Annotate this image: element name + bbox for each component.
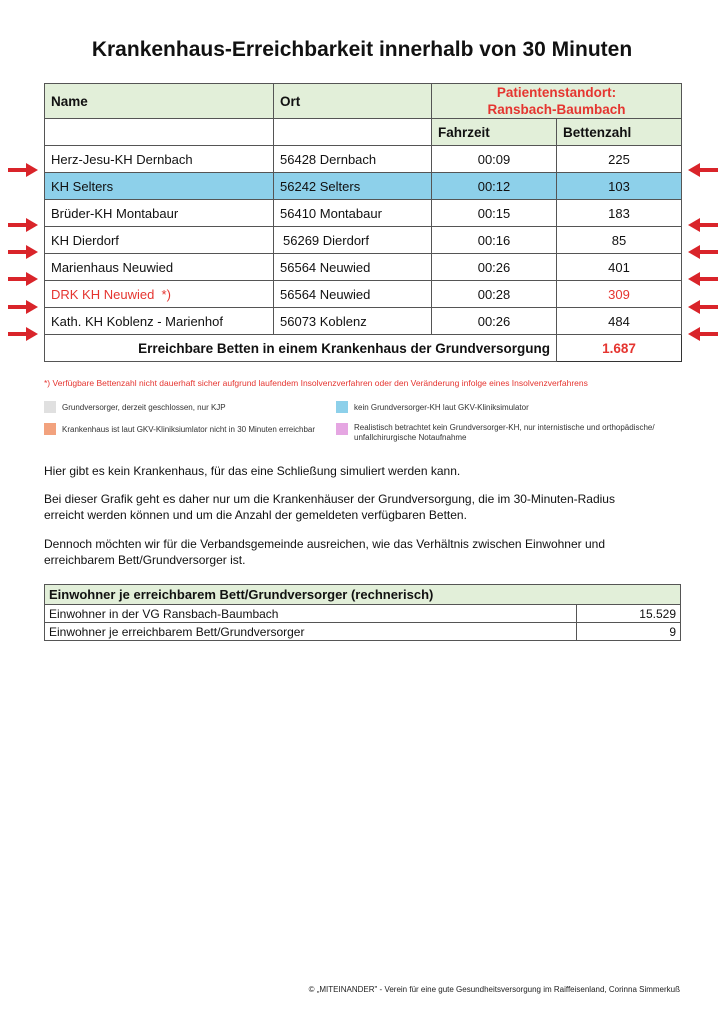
hospital-fahrzeit: 00:15 xyxy=(432,200,557,227)
hospital-name: Herz-Jesu-KH Dernbach xyxy=(45,146,274,173)
legend-swatch-orange xyxy=(44,423,56,435)
hospital-betten: 103 xyxy=(557,173,682,200)
hospital-betten: 183 xyxy=(557,200,682,227)
hospital-ort: 56269 Dierdorf xyxy=(274,227,432,254)
arrow-left-icon xyxy=(688,218,718,232)
hospital-ort: 56564 Neuwied xyxy=(274,254,432,281)
hospital-fahrzeit: 00:16 xyxy=(432,227,557,254)
legend-orange-label: Krankenhaus ist laut GKV-Kliniksiumlator nicht in 30 Minuten erreichbar xyxy=(62,425,316,434)
hospital-betten: 225 xyxy=(557,146,682,173)
hospital-betten: 309 xyxy=(557,281,682,308)
page-title: Krankenhaus-Erreichbarkeit innerhalb von 30 Minuten xyxy=(91,38,633,61)
table-row xyxy=(45,254,682,281)
arrow-right-icon xyxy=(8,327,38,341)
table-row xyxy=(45,623,681,641)
einwohner-header: Einwohner je erreichbarem Bett/Grundversorger (rechnerisch) xyxy=(45,585,681,605)
table-row xyxy=(45,200,682,227)
subheader-empty xyxy=(45,119,274,146)
hospital-table xyxy=(44,83,682,362)
patient-location: Ransbach-Baumbach xyxy=(487,102,626,117)
paragraph-2-line2: erreicht werden können und um die Anzahl der gemeldeten verfügbaren Betten. xyxy=(44,508,467,522)
hospital-name: Brüder-KH Montabaur xyxy=(45,200,274,227)
hospital-ort: 56242 Selters xyxy=(274,173,432,200)
arrow-left-icon xyxy=(688,300,718,314)
header-fahrzeit: Fahrzeit xyxy=(432,119,557,146)
arrow-left-icon xyxy=(688,245,718,259)
hospital-name: KH Selters xyxy=(45,173,274,200)
subheader-empty-2 xyxy=(274,119,432,146)
paragraph-3-line1: Dennoch möchten wir für die Verbandsgemeinde ausreichen, wie das Verhältnis zwischen Einwohner und xyxy=(44,537,605,551)
footer-copyright: © „MITEINANDER" - Verein für eine gute Gesundheitsversorgung im Raiffeisenland, Corinna Simmerkuß xyxy=(308,985,680,994)
hospital-name: Marienhaus Neuwied xyxy=(45,254,274,281)
einwohner-row1-value: 15.529 xyxy=(577,605,681,623)
arrow-left-icon xyxy=(688,327,718,341)
paragraph-1: Hier gibt es kein Krankenhaus, für das eine Schließung simuliert werden kann. xyxy=(44,464,461,478)
table-row xyxy=(45,173,682,200)
footnote: *) Verfügbare Bettenzahl nicht dauerhaft sicher aufgrund laufendem Insolvenzverfahren oder den Veränderung infolge eines Insolvenzverfahrens xyxy=(44,378,588,388)
hospital-fahrzeit: 00:26 xyxy=(432,308,557,335)
hospital-fahrzeit: 00:26 xyxy=(432,254,557,281)
legend-swatch-blue xyxy=(336,401,348,413)
hospital-betten: 401 xyxy=(557,254,682,281)
legend-grey-label: Grundversorger, derzeit geschlossen, nur KJP xyxy=(62,403,226,412)
arrow-right-icon xyxy=(8,272,38,286)
paragraph-3 xyxy=(44,536,684,568)
legend-pink-line2: unfallchirurgische Notaufnahme xyxy=(354,433,467,442)
hospital-betten: 85 xyxy=(557,227,682,254)
table-row xyxy=(45,308,682,335)
header-patient-location xyxy=(432,84,682,119)
legend-blue-label: kein Grundversorger-KH laut GKV-Kliniksimulator xyxy=(354,403,529,412)
table-row xyxy=(45,605,681,623)
header-ort: Ort xyxy=(274,84,432,119)
header-bettenzahl: Bettenzahl xyxy=(557,119,682,146)
hospital-ort: 56564 Neuwied xyxy=(274,281,432,308)
einwohner-row2-label: Einwohner je erreichbarem Bett/Grundversorger xyxy=(45,623,577,641)
legend-pink-label xyxy=(354,423,655,443)
einwohner-row1-label: Einwohner in der VG Ransbach-Baumbach xyxy=(45,605,577,623)
table-row xyxy=(45,227,682,254)
arrow-right-icon xyxy=(8,163,38,177)
header-name: Name xyxy=(45,84,274,119)
sum-label: Erreichbare Betten in einem Krankenhaus der Grundversorgung xyxy=(45,335,557,362)
paragraph-3-line2: erreichbarem Bett/Grundversorger ist. xyxy=(44,553,246,567)
einwohner-table xyxy=(44,584,681,641)
table-row xyxy=(45,281,682,308)
legend-pink-line1: Realistisch betrachtet kein Grundversorger-KH, nur internistische und orthopädische/ xyxy=(354,423,655,432)
legend-swatch-grey xyxy=(44,401,56,413)
arrow-right-icon xyxy=(8,245,38,259)
legend-swatch-pink xyxy=(336,423,348,435)
table-row xyxy=(45,146,682,173)
hospital-ort: 56073 Koblenz xyxy=(274,308,432,335)
paragraph-2-line1: Bei dieser Grafik geht es daher nur um die Krankenhäuser der Grundversorgung, die im 30-Minuten-Radius xyxy=(44,492,615,506)
hospital-fahrzeit: 00:09 xyxy=(432,146,557,173)
hospital-betten: 484 xyxy=(557,308,682,335)
paragraph-2 xyxy=(44,491,684,523)
sum-value: 1.687 xyxy=(557,335,682,362)
einwohner-header-row xyxy=(45,585,681,605)
patient-label: Patientenstandort: xyxy=(496,85,617,100)
hospital-name: KH Dierdorf xyxy=(45,227,274,254)
hospital-fahrzeit: 00:28 xyxy=(432,281,557,308)
hospital-name: DRK KH Neuwied *) xyxy=(45,281,274,308)
arrow-left-icon xyxy=(688,272,718,286)
hospital-fahrzeit: 00:12 xyxy=(432,173,557,200)
hospital-ort: 56428 Dernbach xyxy=(274,146,432,173)
hospital-ort: 56410 Montabaur xyxy=(274,200,432,227)
arrow-right-icon xyxy=(8,300,38,314)
arrow-left-icon xyxy=(688,163,718,177)
sum-row xyxy=(45,335,682,362)
hospital-name: Kath. KH Koblenz - Marienhof xyxy=(45,308,274,335)
arrow-right-icon xyxy=(8,218,38,232)
einwohner-row2-value: 9 xyxy=(577,623,681,641)
